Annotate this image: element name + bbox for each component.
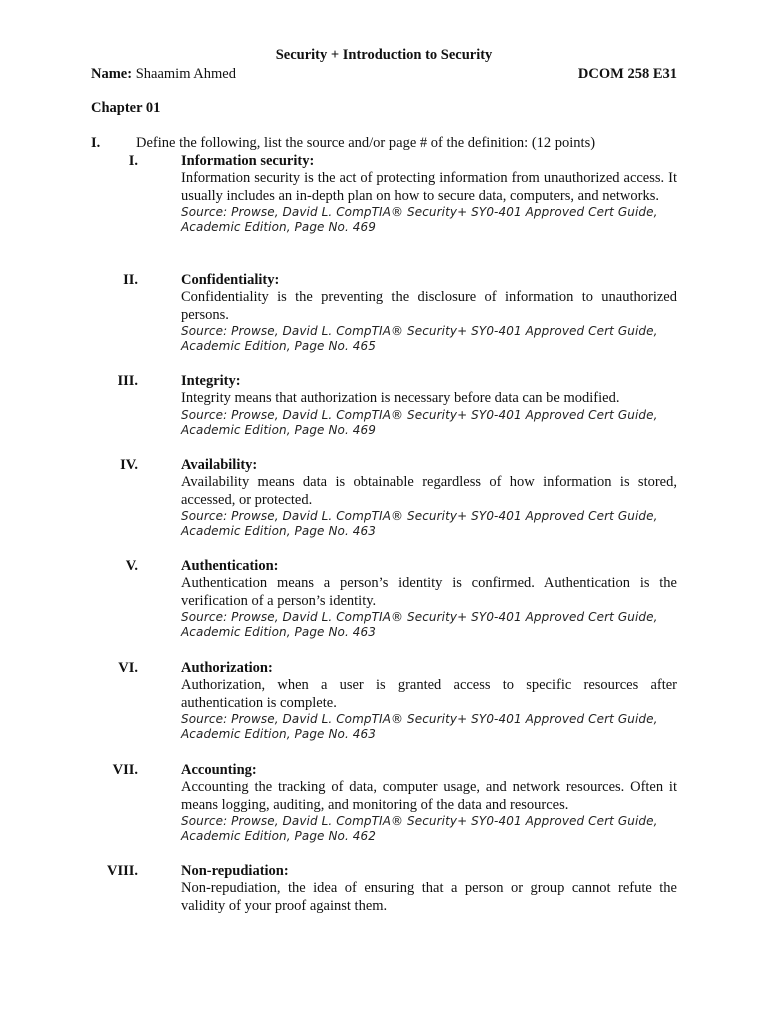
item-number: IV. — [120, 457, 138, 473]
item-definition: Information security is the act of protecting information from unauthorized access. It usually includes an in-depth plan on how to secure data, computers, and networks. — [181, 170, 677, 204]
item-content — [181, 862, 677, 915]
item-content — [181, 456, 677, 539]
item-source: Source: Prowse, David L. CompTIA® Security+ SY0-401 Approved Cert Guide, Academic Edition, Page No. 469 — [181, 407, 658, 437]
item-number: VIII. — [106, 863, 138, 879]
item-source: Source: Prowse, David L. CompTIA® Security+ SY0-401 Approved Cert Guide, Academic Edition, Page No. 465 — [181, 324, 658, 353]
item-definition: Accounting the tracking of data, computer usage, and network resources. Often it means logging, auditing, and monitoring of the data and resources. — [181, 779, 677, 813]
item-term: Confidentiality: — [181, 272, 280, 288]
item-source: Source: Prowse, David L. CompTIA® Security+ SY0-401 Approved Cert Guide, Academic Edition, Page No. 463 — [181, 610, 658, 639]
item-source: Source: Prowse, David L. CompTIA® Security+ SY0-401 Approved Cert Guide, Academic Edition, Page No. 462 — [181, 814, 658, 843]
name-label: Name: — [91, 66, 133, 82]
document-title: Security + Introduction to Security — [275, 47, 493, 63]
item-content — [181, 271, 677, 354]
item-source: Source: Prowse, David L. CompTIA® Security+ SY0-401 Approved Cert Guide, Academic Edition, Page No. 463 — [181, 712, 658, 741]
item-source: Source: Prowse, David L. CompTIA® Security+ SY0-401 Approved Cert Guide, Academic Edition, Page No. 469 — [181, 205, 658, 234]
item-term: Information security: — [181, 153, 315, 169]
item-source: Source: Prowse, David L. CompTIA® Security+ SY0-401 Approved Cert Guide, Academic Edition, Page No. 463 — [181, 509, 658, 538]
item-term: Integrity: — [181, 373, 241, 389]
item-content — [181, 659, 677, 742]
item-term: Availability: — [181, 457, 258, 473]
chapter-heading: Chapter 01 — [91, 100, 161, 116]
item-term: Authorization: — [181, 660, 273, 676]
item-definition: Non-repudiation, the idea of ensuring that a person or group cannot refute the validity of your proof against them. — [181, 880, 677, 914]
item-content — [181, 761, 677, 844]
item-term: Non-repudiation: — [181, 863, 289, 879]
item-term: Accounting: — [181, 762, 257, 778]
item-number: I. — [128, 153, 138, 169]
item-number: III. — [117, 373, 138, 389]
name-line — [91, 66, 236, 83]
item-definition: Availability means data is obtainable regardless of how information is stored, accessed, or protected. — [181, 474, 677, 508]
item-definition: Authentication means a person’s identity is confirmed. Authentication is the verification of a person’s identity. — [181, 575, 677, 609]
item-number: VII. — [112, 762, 138, 778]
course-code: DCOM 258 E31 — [577, 66, 677, 82]
item-number: VI. — [118, 660, 138, 676]
item-number: V. — [125, 558, 138, 574]
question-number: I. — [91, 135, 101, 151]
item-content — [181, 557, 677, 640]
item-term: Authentication: — [181, 558, 279, 574]
item-definition: Integrity means that authorization is necessary before data can be modified. — [181, 390, 620, 406]
item-definition: Confidentiality is the preventing the disclosure of information to unauthorized persons. — [181, 289, 677, 323]
item-content — [181, 372, 677, 438]
student-name: Shaamim Ahmed — [132, 66, 236, 82]
item-number: II. — [123, 272, 138, 288]
item-content — [181, 152, 677, 235]
question-text: Define the following, list the source and/or page # of the definition: (12 points) — [136, 135, 596, 151]
item-definition: Authorization, when a user is granted access to specific resources after authentication is complete. — [181, 677, 677, 711]
